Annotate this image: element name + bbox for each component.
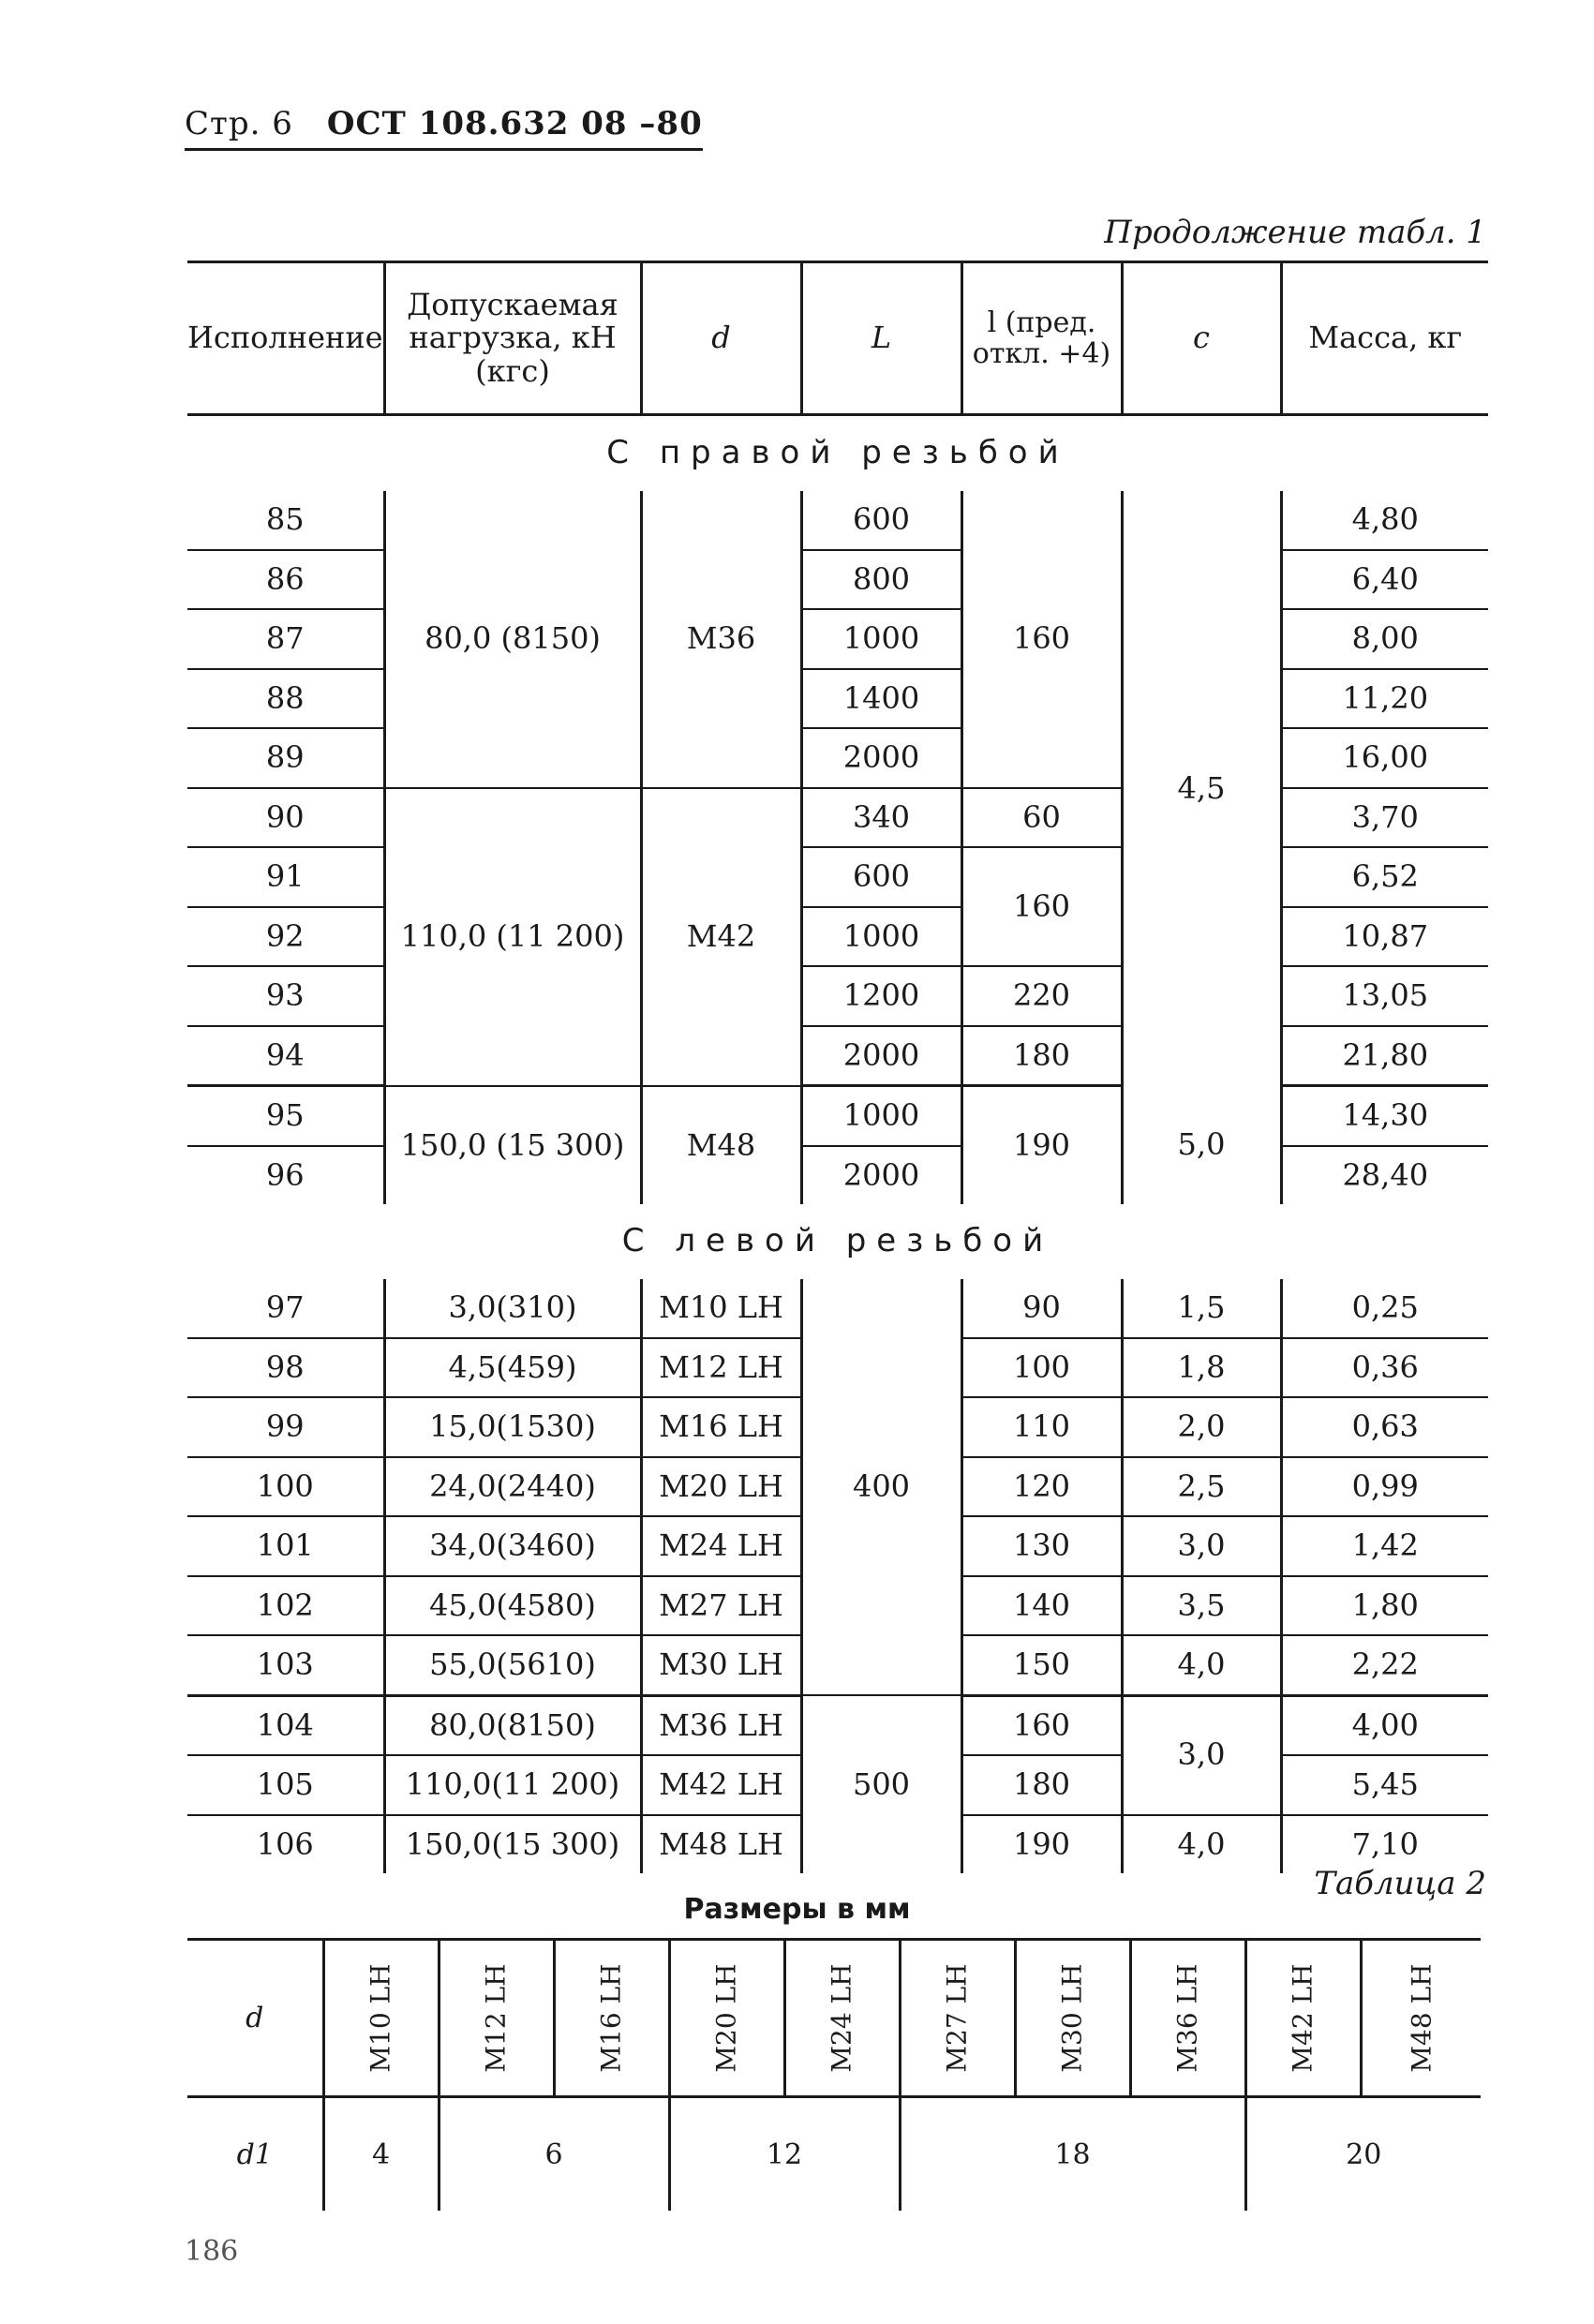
mass-cell: 0,99 bbox=[1281, 1457, 1488, 1517]
col-l: l (пред. откл. +4) bbox=[961, 262, 1122, 415]
table-row bbox=[187, 550, 1488, 610]
section-left-title: С левой резьбой bbox=[621, 1222, 1054, 1260]
variant-cell: 99 bbox=[187, 1397, 384, 1457]
mass-cell: 16,00 bbox=[1281, 728, 1488, 788]
c-cell: 5,0 bbox=[1122, 1086, 1281, 1205]
variant-cell: 94 bbox=[187, 1026, 384, 1086]
mass-cell: 4,00 bbox=[1281, 1695, 1488, 1755]
L-cell: 600 bbox=[801, 491, 961, 550]
variant-cell: 95 bbox=[187, 1086, 384, 1146]
d-cell: M16 LH bbox=[641, 1397, 801, 1457]
load-cell: 4,5(459) bbox=[384, 1338, 641, 1398]
variant-cell: 89 bbox=[187, 728, 384, 788]
d-value: M27 LH bbox=[942, 1963, 973, 2073]
l-cell: 160 bbox=[961, 491, 1122, 788]
d-cell bbox=[323, 1940, 439, 2097]
d-cell bbox=[1361, 1940, 1481, 2097]
variant-cell: 92 bbox=[187, 907, 384, 967]
variant-cell: 105 bbox=[187, 1755, 384, 1815]
mass-cell: 28,40 bbox=[1281, 1146, 1488, 1205]
l-cell: 180 bbox=[961, 1026, 1122, 1086]
L-cell: 2000 bbox=[801, 728, 961, 788]
d-cell bbox=[784, 1940, 900, 2097]
load-cell: 110,0 (11 200) bbox=[384, 788, 641, 1086]
load-cell: 110,0(11 200) bbox=[384, 1755, 641, 1815]
d-value: M30 LH bbox=[1057, 1963, 1088, 2073]
L-cell: 400 bbox=[801, 1279, 961, 1695]
d-row-label: d bbox=[187, 1940, 323, 2097]
mass-cell: 11,20 bbox=[1281, 669, 1488, 729]
d-cell bbox=[1015, 1940, 1130, 2097]
running-head bbox=[185, 105, 703, 151]
mass-cell: 8,00 bbox=[1281, 609, 1488, 669]
L-cell: 340 bbox=[801, 788, 961, 848]
mass-cell: 6,52 bbox=[1281, 847, 1488, 907]
variant-cell: 103 bbox=[187, 1635, 384, 1695]
L-cell: 600 bbox=[801, 847, 961, 907]
d-value: M10 LH bbox=[365, 1963, 396, 2073]
l-cell: 160 bbox=[961, 1695, 1122, 1755]
d-cell bbox=[669, 1940, 784, 2097]
variant-cell: 98 bbox=[187, 1338, 384, 1398]
table-row bbox=[187, 669, 1488, 729]
L-cell: 2000 bbox=[801, 1146, 961, 1205]
variant-cell: 100 bbox=[187, 1457, 384, 1517]
d1-row bbox=[187, 2097, 1481, 2212]
d-cell bbox=[439, 1940, 554, 2097]
section-right-row bbox=[187, 415, 1488, 492]
d-cell: M42 LH bbox=[641, 1755, 801, 1815]
L-cell: 1000 bbox=[801, 907, 961, 967]
L-cell: 800 bbox=[801, 550, 961, 610]
col-variant: Исполнение bbox=[187, 262, 384, 415]
d-cell: M12 LH bbox=[641, 1338, 801, 1398]
variant-cell: 97 bbox=[187, 1279, 384, 1338]
table-row bbox=[187, 491, 1488, 550]
d-cell: M27 LH bbox=[641, 1576, 801, 1636]
variant-cell: 93 bbox=[187, 966, 384, 1026]
d-cell: M36 bbox=[641, 491, 801, 788]
l-cell: 90 bbox=[961, 1279, 1122, 1338]
l-cell: 120 bbox=[961, 1457, 1122, 1517]
d-cell: M48 bbox=[641, 1086, 801, 1205]
variant-cell: 90 bbox=[187, 788, 384, 848]
variant-cell: 102 bbox=[187, 1576, 384, 1636]
thread-size-table bbox=[187, 1938, 1481, 2211]
c-cell: 4,0 bbox=[1122, 1635, 1281, 1695]
load-cell: 55,0(5610) bbox=[384, 1635, 641, 1695]
d-cell: M42 bbox=[641, 788, 801, 1086]
d-cell bbox=[1245, 1940, 1361, 2097]
page-label: Стр. 6 bbox=[185, 105, 293, 142]
d1-cell: 20 bbox=[1245, 2097, 1481, 2212]
col-mass: Масса, кг bbox=[1281, 262, 1488, 415]
d-cell: M30 LH bbox=[641, 1635, 801, 1695]
col-load: Допускаемая нагрузка, кН (кгс) bbox=[384, 262, 641, 415]
l-cell: 130 bbox=[961, 1516, 1122, 1576]
variant-cell: 88 bbox=[187, 669, 384, 729]
d-value: M12 LH bbox=[481, 1963, 512, 2073]
c-cell: 1,5 bbox=[1122, 1279, 1281, 1338]
d1-cell: 18 bbox=[900, 2097, 1245, 2212]
table-row bbox=[187, 1695, 1488, 1755]
L-cell: 500 bbox=[801, 1695, 961, 1873]
table2-units-note: Размеры в мм bbox=[683, 1893, 911, 1926]
d1-cell: 4 bbox=[323, 2097, 439, 2212]
d1-cell: 6 bbox=[439, 2097, 669, 2212]
table-row bbox=[187, 1146, 1488, 1205]
mass-cell: 0,36 bbox=[1281, 1338, 1488, 1398]
table-row bbox=[187, 966, 1488, 1026]
load-cell: 80,0(8150) bbox=[384, 1695, 641, 1755]
load-cell: 150,0 (15 300) bbox=[384, 1086, 641, 1205]
d-cell: M24 LH bbox=[641, 1516, 801, 1576]
d-value: M24 LH bbox=[827, 1963, 857, 2073]
c-cell: 3,5 bbox=[1122, 1576, 1281, 1636]
c-cell: 2,0 bbox=[1122, 1397, 1281, 1457]
variant-cell: 87 bbox=[187, 609, 384, 669]
l-cell: 190 bbox=[961, 1086, 1122, 1205]
table-row bbox=[187, 1026, 1488, 1086]
d-cell bbox=[900, 1940, 1015, 2097]
main-table bbox=[187, 261, 1488, 1873]
d-cell: M48 LH bbox=[641, 1815, 801, 1874]
mass-cell: 0,63 bbox=[1281, 1397, 1488, 1457]
mass-cell: 1,42 bbox=[1281, 1516, 1488, 1576]
section-left-row bbox=[187, 1204, 1488, 1279]
load-cell: 150,0(15 300) bbox=[384, 1815, 641, 1874]
d-value: M42 LH bbox=[1288, 1963, 1318, 2073]
table-row bbox=[187, 847, 1488, 907]
mass-cell: 14,30 bbox=[1281, 1086, 1488, 1146]
d-cell bbox=[1130, 1940, 1245, 2097]
mass-cell: 4,80 bbox=[1281, 491, 1488, 550]
variant-cell: 85 bbox=[187, 491, 384, 550]
l-cell: 180 bbox=[961, 1755, 1122, 1815]
variant-cell: 104 bbox=[187, 1695, 384, 1755]
col-d: d bbox=[641, 262, 801, 415]
c-cell: 4,5 bbox=[1122, 491, 1281, 1086]
L-cell: 1200 bbox=[801, 966, 961, 1026]
variant-cell: 106 bbox=[256, 1825, 314, 1862]
page-number: 186 bbox=[185, 2235, 239, 2268]
load-cell: 24,0(2440) bbox=[384, 1457, 641, 1517]
c-cell: 4,0 bbox=[1122, 1815, 1281, 1874]
d-value: M20 LH bbox=[711, 1963, 742, 2073]
d-value: M48 LH bbox=[1406, 1963, 1438, 2073]
d-cell: M10 LH bbox=[641, 1279, 801, 1338]
mass-cell: 3,70 bbox=[1281, 788, 1488, 848]
table-row bbox=[187, 907, 1488, 967]
table2-caption: Таблица 2 bbox=[1314, 1865, 1486, 1902]
mass-cell: 21,80 bbox=[1281, 1026, 1488, 1086]
variant-cell: 101 bbox=[187, 1516, 384, 1576]
d-value: M16 LH bbox=[596, 1963, 627, 2073]
d-row bbox=[187, 1940, 1481, 2097]
l-cell: 110 bbox=[961, 1397, 1122, 1457]
mass-cell: 6,40 bbox=[1281, 550, 1488, 610]
load-cell: 34,0(3460) bbox=[384, 1516, 641, 1576]
mass-cell: 2,22 bbox=[1281, 1635, 1488, 1695]
mass-cell: 5,45 bbox=[1281, 1755, 1488, 1815]
variant-cell: 96 bbox=[265, 1156, 305, 1193]
d1-cell: 12 bbox=[669, 2097, 900, 2212]
l-cell: 150 bbox=[961, 1635, 1122, 1695]
table1-caption: Продолжение табл. 1 bbox=[1104, 214, 1486, 251]
table-row bbox=[187, 788, 1488, 848]
variant-cell: 91 bbox=[187, 847, 384, 907]
l-cell: 190 bbox=[961, 1815, 1122, 1874]
mass-cell: 1,80 bbox=[1281, 1576, 1488, 1636]
col-L: L bbox=[801, 262, 961, 415]
L-cell: 2000 bbox=[801, 1026, 961, 1086]
table-row bbox=[187, 1279, 1488, 1338]
load-cell: 80,0 (8150) bbox=[384, 491, 641, 788]
load-cell: 3,0(310) bbox=[384, 1279, 641, 1338]
L-cell: 1000 bbox=[801, 609, 961, 669]
d-cell bbox=[554, 1940, 669, 2097]
load-cell: 15,0(1530) bbox=[384, 1397, 641, 1457]
d1-row-label: d1 bbox=[236, 2138, 273, 2171]
d-cell: M36 LH bbox=[641, 1695, 801, 1755]
standard-code: ОСТ 108.632 08 –80 bbox=[326, 105, 703, 142]
section-right-title: С правой резьбой bbox=[606, 434, 1069, 472]
load-cell: 45,0(4580) bbox=[384, 1576, 641, 1636]
l-cell: 220 bbox=[961, 966, 1122, 1026]
c-cell: 1,8 bbox=[1122, 1338, 1281, 1398]
mass-cell: 13,05 bbox=[1281, 966, 1488, 1026]
c-cell: 3,0 bbox=[1122, 1695, 1281, 1815]
table-row bbox=[187, 609, 1488, 669]
col-c: c bbox=[1122, 262, 1281, 415]
l-cell: 60 bbox=[961, 788, 1122, 848]
d-cell: M20 LH bbox=[641, 1457, 801, 1517]
c-cell: 3,0 bbox=[1122, 1516, 1281, 1576]
variant-cell: 86 bbox=[187, 550, 384, 610]
table-row bbox=[187, 728, 1488, 788]
mass-cell: 7,10 bbox=[1281, 1815, 1488, 1874]
table1-header-row bbox=[187, 262, 1488, 415]
l-cell: 100 bbox=[961, 1338, 1122, 1398]
L-cell: 1400 bbox=[801, 669, 961, 729]
l-cell: 160 bbox=[961, 847, 1122, 966]
mass-cell: 10,87 bbox=[1281, 907, 1488, 967]
c-cell: 2,5 bbox=[1122, 1457, 1281, 1517]
d-value: M36 LH bbox=[1172, 1963, 1203, 2073]
l-cell: 140 bbox=[961, 1576, 1122, 1636]
table-row bbox=[187, 1086, 1488, 1146]
mass-cell: 0,25 bbox=[1281, 1279, 1488, 1338]
L-cell: 1000 bbox=[801, 1086, 961, 1146]
